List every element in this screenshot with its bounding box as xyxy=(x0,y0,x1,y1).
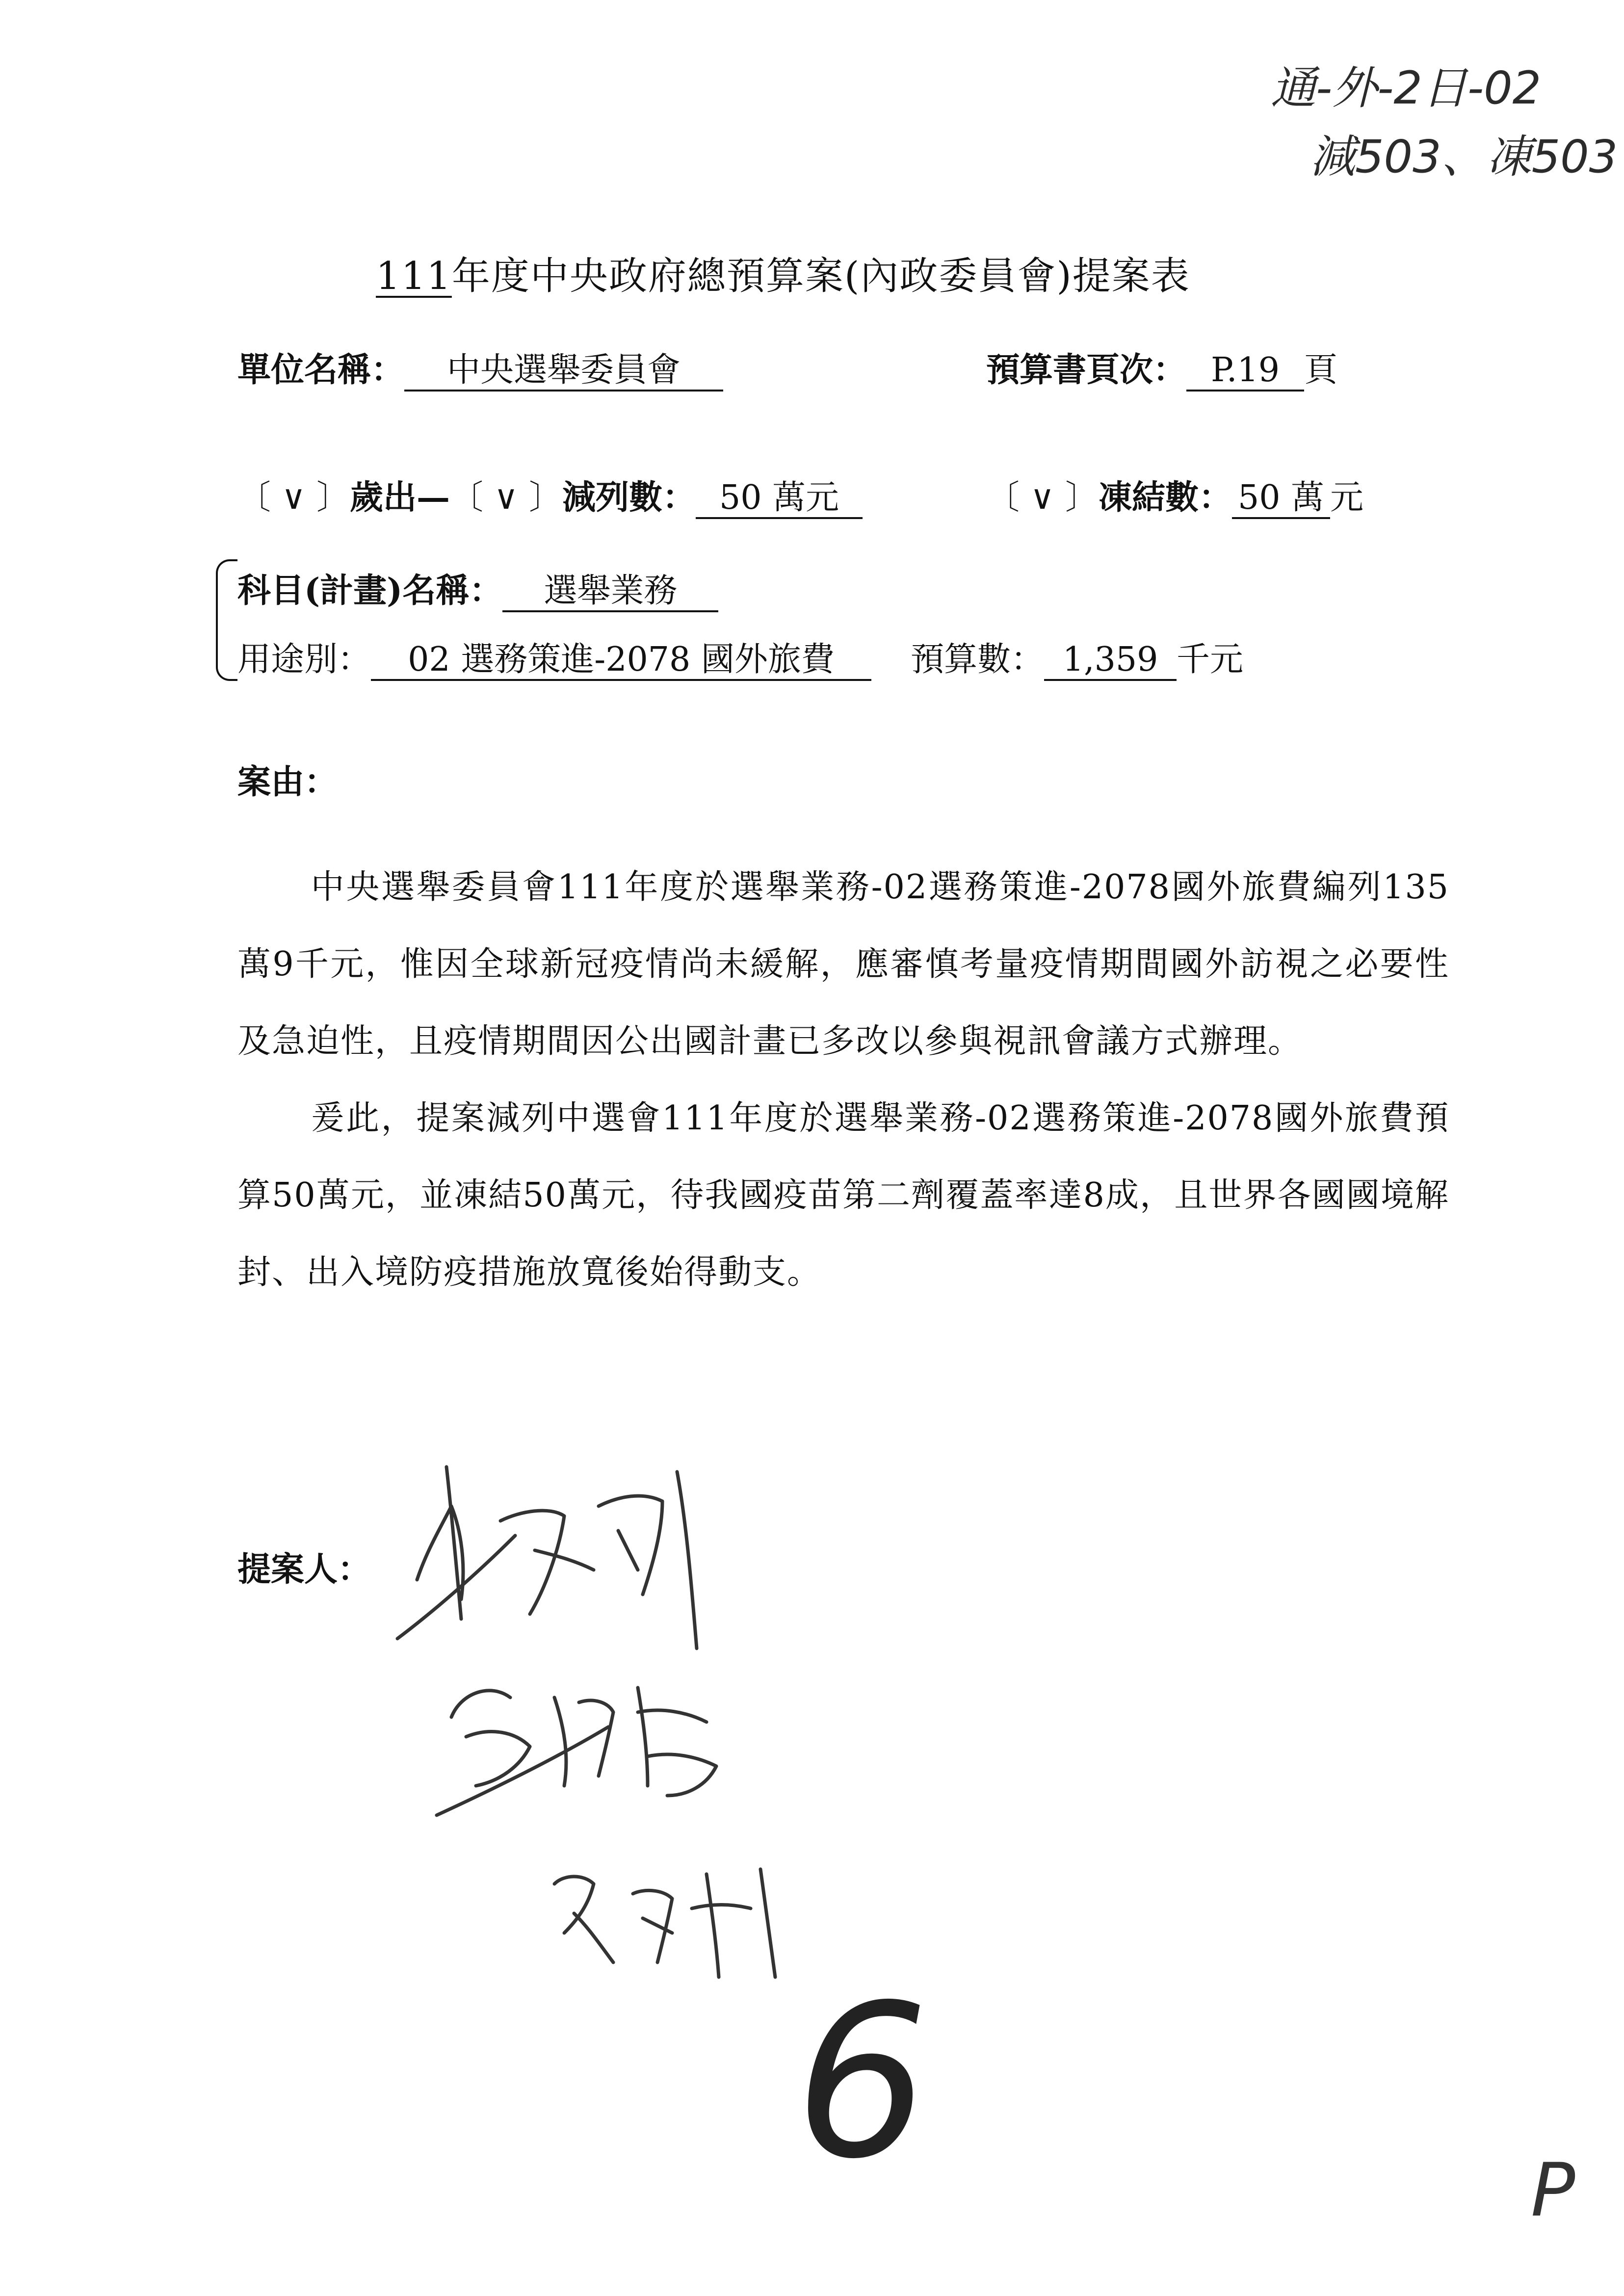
check-freeze-label: 凍結數： xyxy=(1099,478,1232,517)
check-reduce: 〔 ∨ 〕 xyxy=(450,478,563,517)
item-use-row xyxy=(237,633,1243,681)
page-ref-row xyxy=(986,343,1337,391)
handwritten-reference-note xyxy=(1271,54,1618,191)
handwritten-number: 6 xyxy=(795,1960,929,2205)
title-year: 111 xyxy=(376,254,452,298)
reason-body xyxy=(237,849,1449,1311)
proposer-label: 提案人： xyxy=(237,1550,371,1589)
freeze-amount: 50 萬 xyxy=(1232,479,1330,519)
handnote-line-2: 減503、凍503 xyxy=(1310,130,1618,183)
freeze-row xyxy=(986,471,1363,519)
page-ref-label: 預算書頁次： xyxy=(986,350,1187,390)
corner-mark: P xyxy=(1531,2148,1575,2233)
reason-label: 案由： xyxy=(237,762,338,802)
budget-label: 預算數： xyxy=(911,640,1045,679)
budget-value: 1,359 xyxy=(1044,641,1177,681)
item-name-row xyxy=(237,564,718,612)
check-expenditure: 〔 ∨ 〕 xyxy=(237,478,350,517)
check-freeze: 〔 ∨ 〕 xyxy=(986,478,1099,517)
checks-row xyxy=(237,471,863,519)
signature-1 xyxy=(388,1452,731,1663)
budget-suffix: 千元 xyxy=(1177,640,1244,679)
item-name-label: 科目(計畫)名稱： xyxy=(237,571,503,610)
title-text: 年度中央政府總預算案(內政委員會)提案表 xyxy=(451,254,1190,298)
reason-paragraph-1: 中央選舉委員會111年度於選舉業務-02選務策進-2078國外旅費編列135萬9千元，惟因全球新冠疫情尚未緩解，應審慎考量疫情期間國外訪視之必要性及急迫性，且疫情期間因公出國計畫已多改以參與視訊會議方式辦理。 xyxy=(237,868,1449,1061)
reduce-amount: 50 萬元 xyxy=(696,479,863,519)
signature-3 xyxy=(545,1854,800,1982)
item-name-value: 選舉業務 xyxy=(502,572,718,612)
unit-row xyxy=(237,343,723,391)
freeze-suffix: 元 xyxy=(1330,478,1364,517)
handnote-line-1: 通-外-2日-02 xyxy=(1271,62,1542,114)
check-expenditure-label: 歲出— xyxy=(350,478,450,517)
page-ref-suffix: 頁 xyxy=(1304,351,1338,390)
item-bracket xyxy=(216,559,237,681)
page-ref-value: P.19 xyxy=(1186,351,1304,391)
unit-label: 單位名稱： xyxy=(237,350,405,390)
page-title xyxy=(376,245,1190,300)
item-use-value: 02 選務策進-2078 國外旅費 xyxy=(371,641,871,681)
reason-paragraph-2: 爰此，提案減列中選會111年度於選舉業務-02選務策進-2078國外旅費預算50萬元，並凍結50萬元，待我國疫苗第二劑覆蓋率達8成，且世界各國國境解封、出入境防疫措施放寬後始得動支。 xyxy=(237,1099,1450,1292)
check-reduce-label: 減列數： xyxy=(562,478,696,517)
unit-value: 中央選舉委員會 xyxy=(404,351,723,391)
signature-2 xyxy=(432,1658,746,1825)
item-use-label: 用途別： xyxy=(237,640,371,679)
